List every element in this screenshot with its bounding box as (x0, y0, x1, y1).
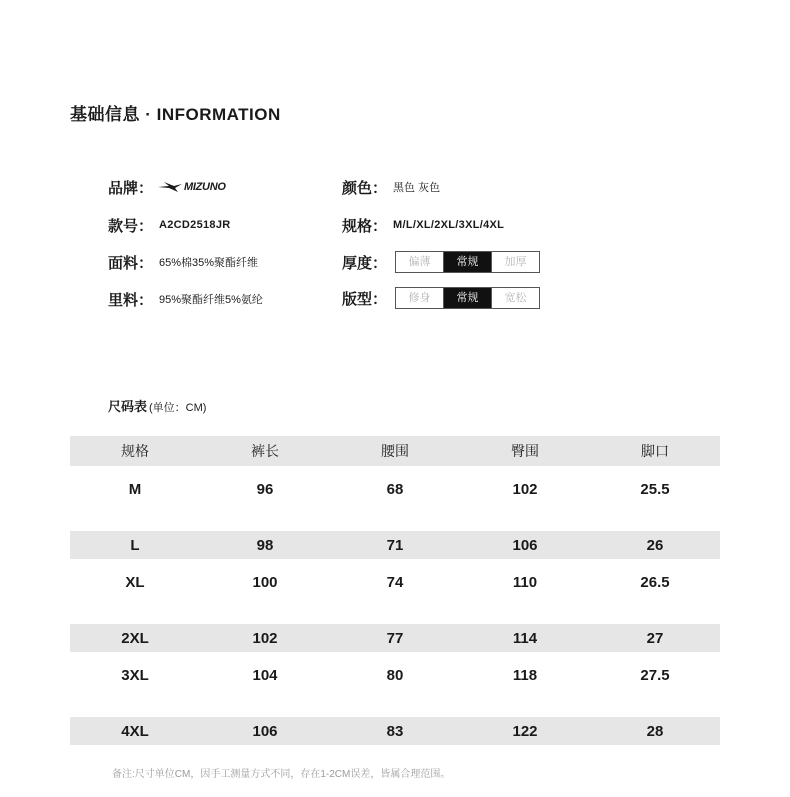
size-chart-title-text: 尺码表 (108, 399, 148, 414)
table-row (70, 652, 720, 699)
measurement-note: 备注:尺寸单位CM，因手工测量方式不同，存在1-2CM误差，皆属合理范围。 (112, 769, 451, 780)
thickness-label: 厚度： (342, 254, 388, 272)
table-cell: 96 (256, 481, 274, 498)
table-cell: 26.5 (640, 574, 670, 591)
section-title: 基础信息 · INFORMATION (70, 105, 281, 124)
table-cell: XL (125, 574, 145, 591)
table-cell: 25.5 (640, 481, 670, 498)
fit-label: 版型： (342, 290, 388, 308)
color-row (342, 175, 440, 199)
brand-row (108, 175, 226, 199)
table-cell: 104 (252, 667, 278, 684)
fabric-row (108, 250, 258, 274)
table-cell: M (128, 481, 142, 498)
thickness-selector (395, 251, 540, 273)
table-cell: 100 (252, 574, 278, 591)
spec-label: 规格： (342, 217, 388, 235)
table-row (70, 717, 720, 745)
table-cell: 122 (460, 717, 590, 745)
fit-option-loose: 宽松 (491, 288, 539, 308)
table-row (70, 559, 720, 606)
table-cell: 118 (512, 667, 538, 684)
style-row (108, 213, 231, 237)
table-row (70, 531, 720, 559)
table-cell: 28 (590, 717, 720, 745)
table-cell: 102 (512, 481, 538, 498)
table-cell: L (70, 531, 200, 559)
table-cell: 74 (386, 574, 404, 591)
fabric-label: 面料： (108, 254, 154, 272)
table-cell: 4XL (70, 717, 200, 745)
fit-selector (395, 287, 540, 309)
table-cell: 27.5 (640, 667, 670, 684)
fabric-value: 65%棉35%聚酯纤维 (159, 257, 259, 269)
table-cell: 110 (512, 574, 538, 591)
header-size: 规格 (70, 436, 200, 466)
table-cell: 106 (200, 717, 330, 745)
brand-label: 品牌： (108, 179, 154, 197)
table-cell: 71 (330, 531, 460, 559)
fit-option-regular: 常规 (443, 288, 491, 308)
brand-logo (157, 181, 226, 193)
thickness-option-thick: 加厚 (491, 252, 539, 272)
fit-row (342, 286, 540, 310)
table-cell: 114 (460, 624, 590, 652)
table-cell: 3XL (121, 667, 149, 684)
lining-label: 里料： (108, 291, 154, 309)
size-chart-unit: (单位：CM) (149, 402, 207, 414)
table-cell: 98 (200, 531, 330, 559)
spec-row (342, 213, 504, 237)
table-cell: 26 (590, 531, 720, 559)
table-cell: 77 (330, 624, 460, 652)
brand-value: MIZUNO (184, 181, 226, 193)
spec-value: M/L/XL/2XL/3XL/4XL (393, 219, 505, 231)
color-label: 颜色： (342, 179, 388, 197)
fit-option-slim: 修身 (396, 288, 443, 308)
thickness-option-thin: 偏薄 (396, 252, 443, 272)
table-cell: 83 (330, 717, 460, 745)
color-value: 黑色 灰色 (393, 182, 441, 194)
table-row (70, 624, 720, 652)
lining-value: 95%聚酯纤维5%氨纶 (159, 294, 263, 306)
table-cell: 106 (460, 531, 590, 559)
thickness-option-regular: 常规 (443, 252, 491, 272)
header-waist: 腰围 (330, 436, 460, 466)
table-cell: 102 (200, 624, 330, 652)
table-cell: 68 (386, 481, 404, 498)
table-cell: 2XL (70, 624, 200, 652)
table-row (70, 466, 720, 513)
lining-row (108, 287, 263, 311)
header-hip: 臀围 (460, 436, 590, 466)
table-cell: 27 (590, 624, 720, 652)
size-chart-title (108, 396, 206, 415)
size-table-header (70, 436, 720, 466)
header-hem: 脚口 (590, 436, 720, 466)
size-table (70, 436, 720, 745)
thickness-row (342, 250, 540, 274)
header-length: 裤长 (200, 436, 330, 466)
table-cell: 80 (386, 667, 404, 684)
mizuno-runbird-icon (157, 181, 183, 193)
style-label: 款号： (108, 217, 154, 235)
style-value: A2CD2518JR (159, 219, 231, 231)
